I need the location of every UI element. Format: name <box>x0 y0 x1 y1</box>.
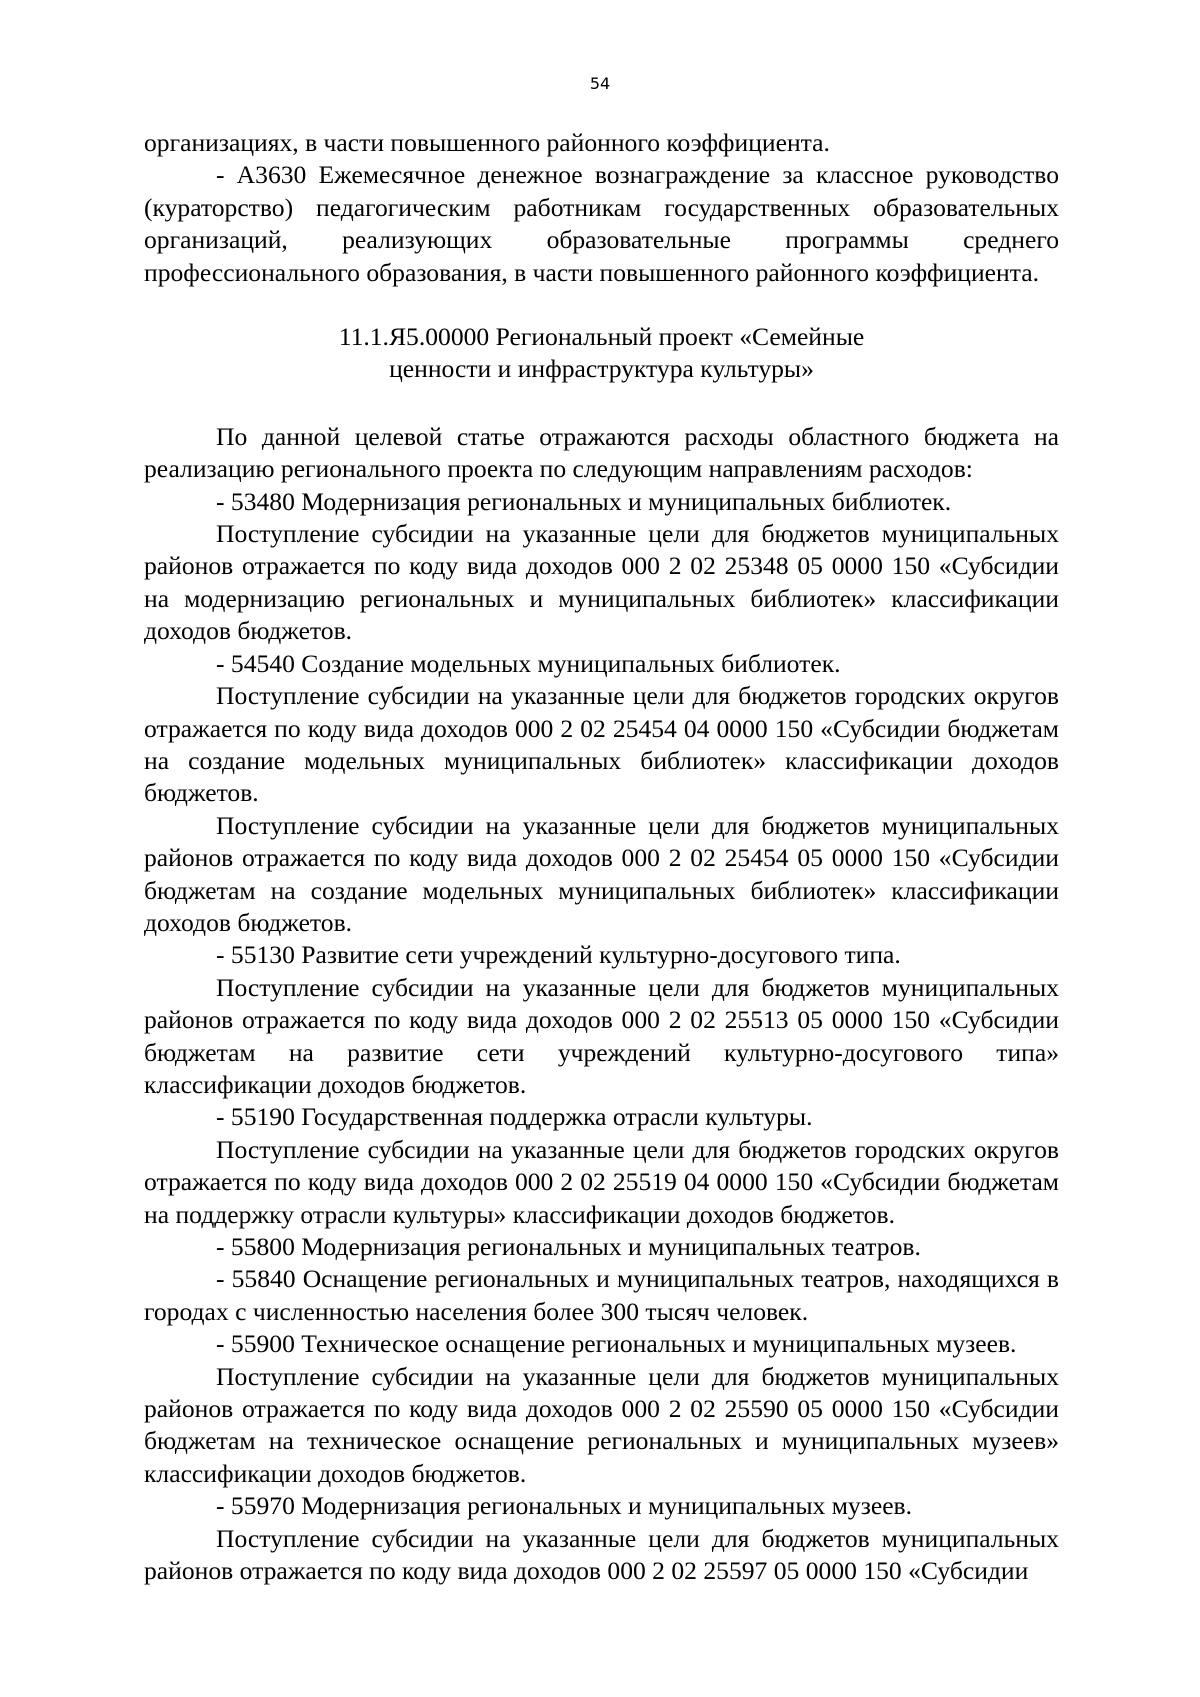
document-body <box>144 127 1059 1587</box>
paragraph: Поступление субсидии на указанные цели для бюджетов городских округов отражается по коду вида доходов 000 2 02 25454 04 0000 150 «Субсидии бюджетам на создание модельных муниципальных библиотек» классификации доходов бюджетов. <box>144 681 1059 808</box>
intro-block <box>144 127 1059 289</box>
paragraph: Поступление субсидии на указанные цели для бюджетов муниципальных районов отражается по коду вида доходов 000 2 02 25454 05 0000 150 «Субсидии бюджетам на создание модельных муниципальных библиотек» классификации доходов бюджетов. <box>144 810 1059 937</box>
paragraph: Поступление субсидии на указанные цели для бюджетов городских округов отражается по коду вида доходов 000 2 02 25519 04 0000 150 «Субсидии бюджетам на поддержку отрасли культуры» классификации доходов бюджетов. <box>144 1134 1059 1229</box>
paragraph: - 55190 Государственная поддержка отрасли культуры. <box>216 1102 813 1132</box>
paragraph: - А3630 Ежемесячное денежное вознаграждение за классное руководство (кураторство) педагогическим работникам государственных образовательных организаций, реализующих образовательные программы среднего профессионального образования, в части повышенного районного коэффициента. <box>144 160 1059 287</box>
section-heading-line-1: 11.1.Я5.00000 Региональный проект «Семейные <box>338 322 865 352</box>
paragraph: организациях, в части повышенного районного коэффициента. <box>144 128 830 157</box>
paragraph: Поступление субсидии на указанные цели для бюджетов муниципальных районов отражается по коду вида доходов 000 2 02 25513 05 0000 150 «Субсидии бюджетам на развитие сети учреждений культурно-досугового типа» классификации доходов бюджетов. <box>144 972 1059 1099</box>
paragraph: Поступление субсидии на указанные цели для бюджетов муниципальных районов отражается по коду вида доходов 000 2 02 25597 05 0000 150 «Субсидии <box>144 1523 1059 1586</box>
paragraph: По данной целевой статье отражаются расходы областного бюджета на реализацию регионального проекта по следующим направлениям расходов: <box>144 421 1059 484</box>
section-body <box>144 421 1059 1588</box>
paragraph: - 55840 Оснащение региональных и муниципальных театров, находящихся в городах с численностью населения более 300 тысяч человек. <box>144 1264 1059 1326</box>
paragraph: - 55970 Модернизация региональных и муниципальных музеев. <box>216 1491 913 1521</box>
page-number: 54 <box>589 74 611 93</box>
paragraph: - 55800 Модернизация региональных и муниципальных театров. <box>216 1232 921 1261</box>
paragraph: - 55130 Развитие сети учреждений культурно-досугового типа. <box>216 940 901 970</box>
paragraph: - 53480 Модернизация региональных и муниципальных библиотек. <box>216 486 952 516</box>
paragraph: Поступление субсидии на указанные цели для бюджетов муниципальных районов отражается по коду вида доходов 000 2 02 25590 05 0000 150 «Субсидии бюджетам на техническое оснащение региональных и муниципальных музеев» классификации доходов бюджетов. <box>144 1361 1059 1488</box>
paragraph: Поступление субсидии на указанные цели для бюджетов муниципальных районов отражается по коду вида доходов 000 2 02 25348 05 0000 150 «Субсидии на модернизацию региональных и муниципальных библиотек» классификации доходов бюджетов. <box>144 519 1059 646</box>
section-heading <box>144 321 1059 386</box>
section-heading-line-2: ценности и инфраструктура культуры» <box>389 354 814 384</box>
paragraph: - 54540 Создание модельных муниципальных библиотек. <box>216 648 841 678</box>
paragraph: - 55900 Техническое оснащение региональных и муниципальных музеев. <box>216 1329 1017 1359</box>
